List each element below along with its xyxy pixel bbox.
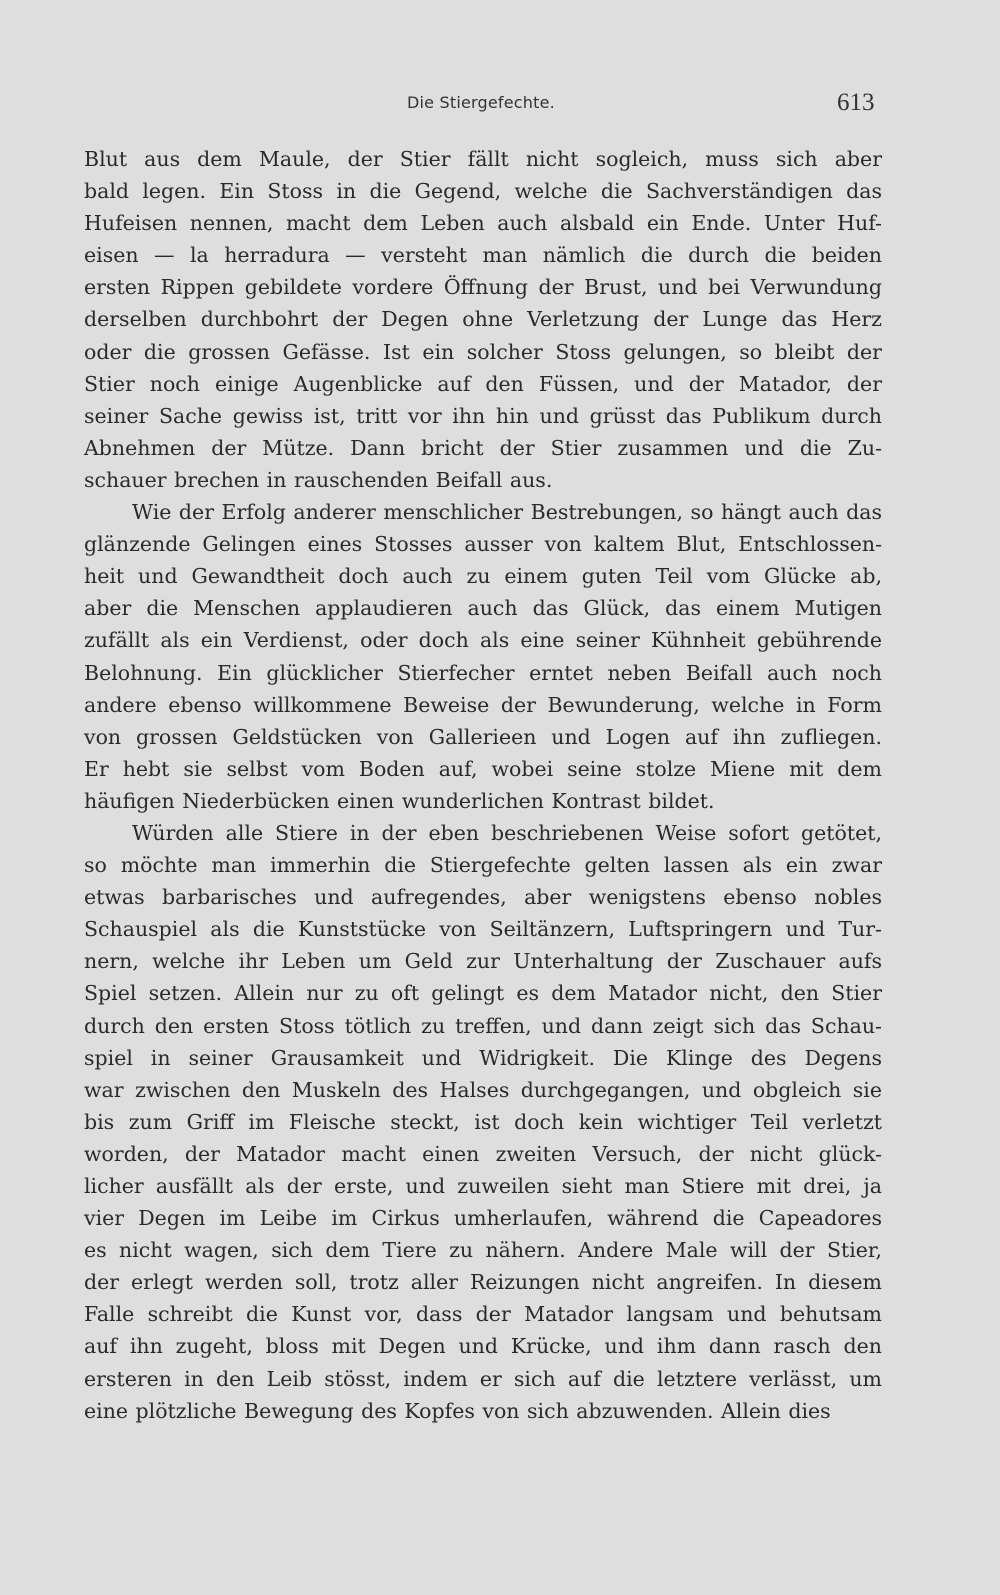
text-line: Würden alle Stiere in der eben beschriebenen Weise sofort getötet, (132, 820, 882, 845)
text-line: derselben durchbohrt der Degen ohne Verletzung der Lunge das Herz (84, 307, 882, 332)
text-line: nern, welche ihr Leben um Geld zur Unterhaltung der Zuschauer aufs (84, 949, 882, 974)
text-line: aber die Menschen applaudieren auch das Glück, das einem Mutigen (84, 596, 882, 621)
text-line: oder die grossen Gefässe. Ist ein solcher Stoss gelungen, so bleibt der (84, 339, 882, 364)
text-line: ersten Rippen gebildete vordere Öffnung der Brust, und bei Verwundung (84, 275, 882, 300)
text-line: Stier noch einige Augenblicke auf den Füssen, und der Matador, der (84, 371, 882, 396)
text-line: es nicht wagen, sich dem Tiere zu nähern. Andere Male will der Stier, (84, 1238, 882, 1263)
text-line: Schauspiel als die Kunststücke von Seiltänzern, Luftspringern und Tur- (84, 917, 882, 942)
text-line: auf ihn zugeht, bloss mit Degen und Krücke, und ihm dann rasch den (84, 1334, 882, 1359)
text-line: spiel in seiner Grausamkeit und Widrigkeit. Die Klinge des Degens (84, 1045, 882, 1070)
text-line: schauer brechen in rauschenden Beifall aus. (84, 467, 553, 492)
text-line: bis zum Griff im Fleische steckt, ist doch kein wichtiger Teil verletzt (84, 1109, 882, 1134)
text-line: Falle schreibt die Kunst vor, dass der Matador langsam und behutsam (84, 1302, 882, 1327)
text-line: Hufeisen nennen, macht dem Leben auch alsbald ein Ende. Unter Huf- (84, 211, 882, 236)
paragraph (84, 817, 882, 1427)
running-head (0, 89, 1000, 123)
text-line: licher ausfällt als der erste, und zuweilen sieht man Stiere mit drei, ja (84, 1174, 882, 1198)
paragraph (84, 496, 882, 817)
text-line: Wie der Erfolg anderer menschlicher Bestrebungen, so hängt auch das (132, 500, 882, 525)
page-number: 613 (837, 89, 875, 116)
text-line: Belohnung. Ein glücklicher Stierfecher erntet neben Beifall auch noch (84, 660, 882, 685)
text-line: häufigen Niederbücken einen wunderlichen Kontrast bildet. (84, 788, 715, 813)
text-line: zufällt als ein Verdienst, oder doch als eine seiner Kühnheit gebührende (84, 628, 882, 653)
text-line: vier Degen im Leibe im Cirkus umherlaufen, während die Capeadores (84, 1206, 882, 1231)
running-title: Die Stiergefechte. (407, 93, 555, 112)
text-line: Abnehmen der Mütze. Dann bricht der Stier zusammen und die Zu- (84, 435, 882, 460)
text-line: etwas barbarisches und aufregendes, aber wenigstens ebenso nobles (84, 885, 882, 910)
text-line: glänzende Gelingen eines Stosses ausser von kaltem Blut, Entschlossen- (84, 532, 882, 557)
text-line: eine plötzliche Bewegung des Kopfes von sich abzuwenden. Allein dies (84, 1398, 831, 1423)
text-line: so möchte man immerhin die Stiergefechte gelten lassen als ein zwar (84, 853, 882, 878)
text-line: ersteren in den Leib stösst, indem er sich auf die letztere verlässt, um (84, 1366, 882, 1391)
text-line: war zwischen den Muskeln des Halses durchgegangen, und obgleich sie (84, 1077, 882, 1102)
text-line: worden, der Matador macht einen zweiten Versuch, der nicht glück- (84, 1141, 882, 1166)
text-line: Spiel setzen. Allein nur zu oft gelingt es dem Matador nicht, den Stier (84, 981, 882, 1006)
text-line: Er hebt sie selbst vom Boden auf, wobei seine stolze Miene mit dem (84, 756, 882, 781)
text-line: eisen — la herradura — versteht man nämlich die durch die beiden (84, 243, 882, 268)
text-line: bald legen. Ein Stoss in die Gegend, welche die Sachverständigen das (84, 179, 882, 204)
text-line: der erlegt werden soll, trotz aller Reizungen nicht angreifen. In diesem (84, 1270, 882, 1295)
text-line: seiner Sache gewiss ist, tritt vor ihn hin und grüsst das Publikum durch (84, 403, 882, 428)
body-text (84, 143, 882, 1427)
text-line: andere ebenso willkommene Beweise der Bewunderung, welche in Form (84, 692, 882, 717)
text-line: durch den ersten Stoss tötlich zu treffen, und dann zeigt sich das Schau- (84, 1013, 882, 1038)
text-line: Blut aus dem Maule, der Stier fällt nicht sogleich, muss sich aber (84, 147, 882, 171)
paragraph (84, 143, 882, 496)
text-line: von grossen Geldstücken von Gallerieen und Logen auf ihn zufliegen. (84, 724, 882, 749)
text-line: heit und Gewandtheit doch auch zu einem guten Teil vom Glücke ab, (84, 564, 882, 589)
